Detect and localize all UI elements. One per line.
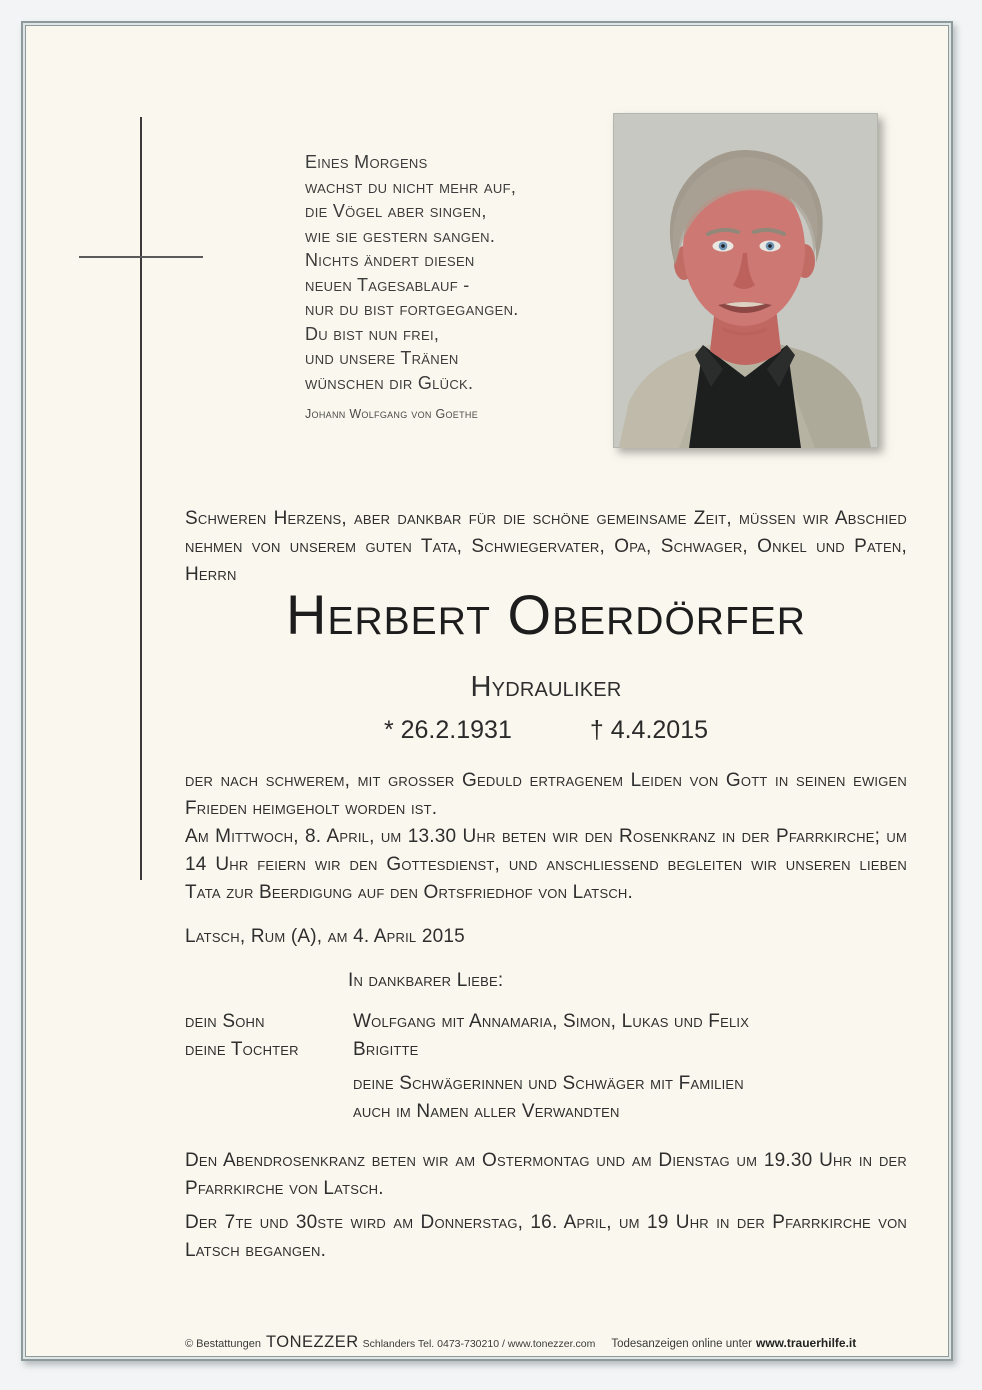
love-line: In dankbarer Liebe: — [348, 970, 504, 991]
footer-contact: Schlanders Tel. 0473-730210 / www.tonezzer.com — [362, 1338, 596, 1350]
family-list — [185, 1008, 925, 1126]
note-abendrosenkranz: Den Abendrosenkranz beten wir am Ostermontag und am Dienstag um 19.30 Uhr in der Pfarrkirche von Latsch. — [185, 1150, 907, 1199]
death-date: † 4.4.2015 — [589, 716, 709, 744]
schedule-paragraph: Am Mittwoch, 8. April, um 13.30 Uhr beten wir den Rosenkranz in der Pfarrkirche; um 14 Uhr feiern wir den Gottesdienst, und anschliessend begleiten wir unseren lieben Tata zur Beerdigung auf den Ortsfriedhof von Latsch. — [185, 826, 907, 903]
life-dates — [185, 714, 907, 746]
poem-line: wachst du nicht mehr auf, — [305, 176, 517, 197]
deceased-name: Herbert Oberdörfer — [286, 583, 806, 646]
poem-line: neuen Tagesablauf - — [305, 274, 470, 295]
family-relation: deine Tochter — [185, 1039, 299, 1060]
portrait-illustration — [613, 113, 878, 448]
announcement-body — [185, 767, 907, 907]
footer-copyright: © Bestattungen — [185, 1338, 261, 1350]
poem-line: Eines Morgens — [305, 152, 428, 172]
portrait-photo — [613, 113, 878, 448]
poem-line: Nichts ändert diesen — [305, 250, 475, 270]
birth-date: * 26.2.1931 — [383, 716, 512, 744]
footer-brand: TONEZZER — [266, 1333, 359, 1351]
cross-icon — [140, 117, 142, 880]
paper — [25, 25, 949, 1357]
poem-line: die Vögel aber singen, — [305, 201, 487, 221]
footer-online-link: www.trauerhilfe.it — [756, 1336, 857, 1350]
family-names: Wolfgang mit Annamaria, Simon, Lukas und Felix — [353, 1011, 750, 1032]
cross-icon-arm — [79, 256, 203, 258]
profession: Hydrauliker — [470, 671, 622, 703]
family-row — [185, 1036, 925, 1064]
footer-online-text: Todesanzeigen online unter — [611, 1338, 752, 1350]
family-names: Brigitte — [353, 1039, 419, 1060]
family-extra — [353, 1070, 925, 1126]
framed-sheet — [21, 21, 953, 1361]
note-siebter-dreissigster: Der 7te und 30ste wird am Donnerstag, 16. April, um 19 Uhr in der Pfarrkirche von Latsch begangen. — [185, 1212, 907, 1261]
poem-line: und unsere Tränen — [305, 348, 459, 368]
memorial-poem — [305, 150, 519, 422]
funeral-home-footer — [185, 1333, 925, 1352]
poem-line: wie sie gestern sangen. — [305, 225, 496, 246]
family-extra-line: deine Schwägerinnen und Schwäger mit Familien — [353, 1073, 744, 1094]
family-extra-line: auch im Namen aller Verwandten — [353, 1101, 620, 1122]
poem-line: Du bist nun frei, — [305, 323, 440, 344]
dateline: Latsch, Rum (A), am 4. April 2015 — [185, 926, 465, 947]
poem-attribution: Johann Wolfgang von Goethe — [305, 407, 479, 421]
rosary-notes — [185, 1147, 907, 1265]
announcement-intro: Schweren Herzens, aber dankbar für die schöne gemeinsame Zeit, müssen wir Abschied nehmen von unserem guten Tata, Schwiegervater, Opa, Schwager, Onkel und Paten, Herrn — [185, 508, 907, 585]
poem-line: nur du bist fortgegangen. — [305, 299, 519, 319]
family-relation: dein Sohn — [185, 1011, 265, 1032]
family-row — [185, 1008, 925, 1036]
body-paragraph: der nach schwerem, mit grosser Geduld ertragenem Leiden von Gott in seinen ewigen Frieden heimgeholt worden ist. — [185, 770, 907, 819]
poem-line: wünschen dir Glück. — [305, 372, 474, 393]
